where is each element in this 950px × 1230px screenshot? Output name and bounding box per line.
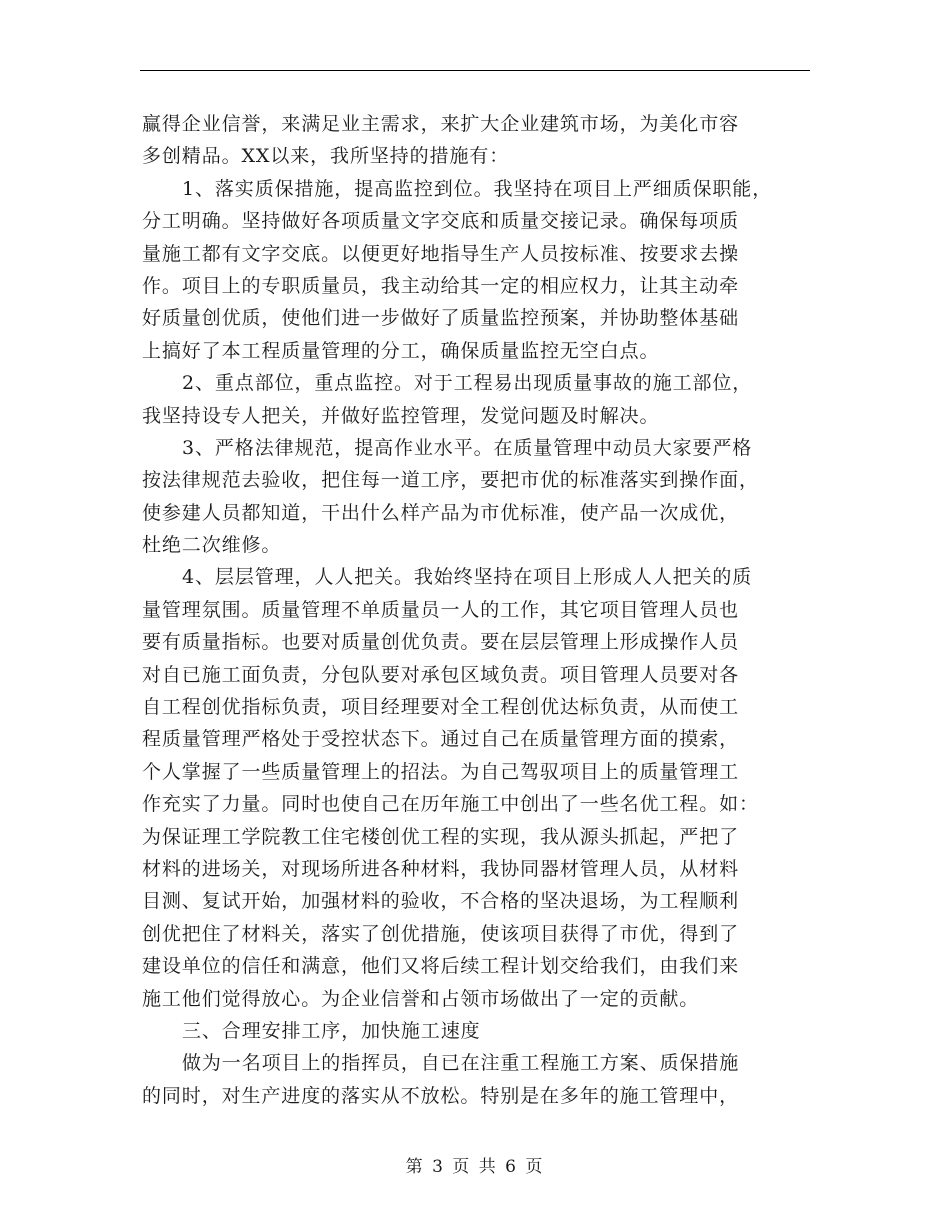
text-line: 为保证理工学院教工住宅楼创优工程的实现，我从源头抓起，严把了 (142, 825, 740, 848)
text-line: 杜绝二次维修。 (142, 534, 282, 557)
text-line: 上搞好了本工程质量管理的分工，确保质量监控无空白点。 (142, 339, 660, 362)
text-line: 个人掌握了一些质量管理上的招法。为自己驾驭项目上的质量管理工 (142, 760, 740, 783)
text-line: 目测、复试开始，加强材料的验收，不合格的坚决退场，为工程顺利 (142, 890, 740, 913)
text-line: 1、落实质保措施，提高监控到位。我坚持在项目上严细质保职能， (182, 177, 773, 200)
text-line: 对自已施工面负责，分包队要对承包区域负责。项目管理人员要对各 (142, 663, 740, 686)
text-line: 赢得企业信誉，来满足业主需求，来扩大企业建筑市场，为美化市容 (142, 113, 740, 135)
text-line: 2、重点部位，重点监控。对于工程易出现质量事故的施工部位， (182, 372, 753, 395)
text-line: 材料的进场关，对现场所进各种材料，我协同器材管理人员，从材料 (142, 857, 740, 880)
page-footer: 第 3 页 共 6 页 (405, 1157, 545, 1177)
text-line: 施工他们觉得放心。为企业信誉和占领市场做出了一定的贡献。 (142, 987, 700, 1010)
text-line: 作。项目上的专职质量员，我主动给其一定的相应权力，让其主动牵 (142, 274, 740, 297)
header-rule (140, 70, 810, 71)
text-line: 做为一名项目上的指挥员，自已在注重工程施工方案、质保措施 (182, 1052, 740, 1075)
text-line: 好质量创优质，使他们进一步做好了质量监控预案，并协助整体基础 (142, 307, 740, 330)
text-line: 建设单位的信任和满意，他们又将后续工程计划交给我们，由我们来 (142, 955, 740, 978)
text-line: 量施工都有文字交底。以便更好地指导生产人员按标准、按要求去操 (142, 242, 740, 265)
text-line: 按法律规范去验收，把住每一道工序，要把市优的标准落实到操作面， (142, 469, 759, 492)
text-line: 量管理氛围。质量管理不单质量员一人的工作，其它项目管理人员也 (142, 598, 740, 621)
text-line: 三、合理安排工序，加快施工速度 (182, 1019, 481, 1042)
text-line: 要有质量指标。也要对质量创优负责。要在层层管理上形成操作人员 (142, 631, 740, 654)
text-line: 作充实了力量。同时也使自己在历年施工中创出了一些名优工程。如： (142, 793, 759, 816)
text-line: 使参建人员都知道，干出什么样产品为市优标准，使产品一次成优， (142, 501, 740, 524)
text-line: 自工程创优指标负责，项目经理要对全工程创优达标负责，从而使工 (142, 696, 740, 719)
text-line: 多创精品。XX以来，我所坚持的措施有： (142, 145, 510, 168)
text-line: 分工明确。坚持做好各项质量文字交底和质量交接记录。确保每项质 (142, 210, 740, 233)
document-body (142, 108, 812, 1112)
text-line: 我坚持设专人把关，并做好监控管理，发觉问题及时解决。 (142, 404, 660, 427)
text-line: 程质量管理严格处于受控状态下。通过自己在质量管理方面的摸索， (142, 728, 740, 751)
text-line: 创优把住了材料关，落实了创优措施，使该项目获得了市优，得到了 (142, 922, 740, 945)
text-line: 的同时，对生产进度的落实从不放松。特别是在多年的施工管理中， (142, 1084, 740, 1107)
text-line: 4、层层管理，人人把关。我始终坚持在项目上形成人人把关的质 (182, 566, 753, 589)
text-line: 3、严格法律规范，提高作业水平。在质量管理中动员大家要严格 (182, 436, 753, 459)
